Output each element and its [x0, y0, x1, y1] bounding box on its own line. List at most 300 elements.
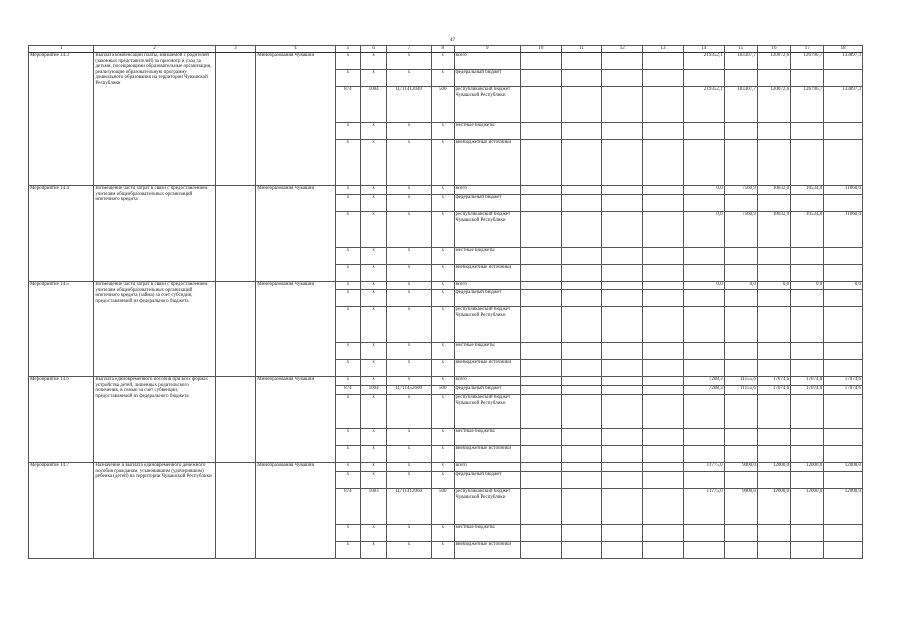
amount-cell: 11155,6 [724, 386, 757, 395]
measure-name: Мероприятие 14.7 [29, 463, 94, 559]
amount-cell [824, 140, 863, 186]
column-number: 7 [387, 46, 432, 53]
amount-cell: 10032,0 [757, 212, 790, 248]
column-number: 9 [454, 46, 520, 53]
budget-code-cell: x [387, 70, 432, 87]
empty-cell [602, 446, 643, 463]
funding-source: местные бюджеты [454, 248, 520, 265]
empty-cell [602, 195, 643, 212]
amount-cell [757, 140, 790, 186]
empty-cell [520, 195, 561, 212]
budget-code-cell: 874 [335, 87, 361, 123]
amount-cell [824, 525, 863, 542]
empty-cell [602, 70, 643, 87]
amount-cell [683, 248, 724, 265]
table-row [29, 53, 863, 70]
budget-code-cell: x [361, 429, 387, 446]
budget-code-cell: x [361, 123, 387, 140]
empty-cell [602, 463, 643, 472]
amount-cell [683, 70, 724, 87]
funding-source: республиканский бюджет Чувашской Республики [454, 395, 520, 429]
amount-cell: 120072,6 [757, 87, 790, 123]
empty-cell [561, 343, 602, 360]
budget-code-cell: Ц711452600 [387, 386, 432, 395]
budget-code-cell: x [335, 343, 361, 360]
amount-cell [757, 195, 790, 212]
empty-cell [643, 140, 684, 186]
budget-code-cell: x [361, 248, 387, 265]
funding-source: всего [454, 463, 520, 472]
empty-cell [561, 542, 602, 559]
executor: Минобразования Чувашии [256, 53, 335, 186]
empty-cell [561, 429, 602, 446]
empty-cell [561, 307, 602, 343]
funding-source: внебюджетные источники [454, 542, 520, 559]
budget-code-cell: x [335, 542, 361, 559]
amount-cell: 17074,6 [824, 377, 863, 386]
amount-cell: 10534,0 [791, 212, 824, 248]
measure-name: Мероприятие 14.4 [29, 186, 94, 282]
amount-cell: 17074,6 [757, 377, 790, 386]
column-number: 17 [791, 46, 824, 53]
budget-code-cell: x [432, 307, 455, 343]
budget-code-cell: x [387, 377, 432, 386]
empty-cell [561, 395, 602, 429]
amount-cell [791, 360, 824, 377]
column-number: 8 [432, 46, 455, 53]
measure-description: Выплата единовременного пособия при всех формах устройства детей, лишенных родительского попечения, в семью за счет субвенции, предоставляемой из федерального бюджета [94, 377, 215, 463]
budget-code-cell: x [432, 446, 455, 463]
amount-cell: 17074,6 [791, 377, 824, 386]
amount-cell [824, 542, 863, 559]
empty-cell [520, 307, 561, 343]
funding-source: местные бюджеты [454, 525, 520, 542]
empty-cell [561, 463, 602, 472]
amount-cell [683, 307, 724, 343]
amount-cell [791, 140, 824, 186]
empty-cell [602, 53, 643, 70]
empty-cell [520, 123, 561, 140]
empty-cell [602, 542, 643, 559]
empty-cell [602, 123, 643, 140]
column-number: 4 [256, 46, 335, 53]
budget-code-cell: x [432, 429, 455, 446]
budget-code-cell: x [387, 212, 432, 248]
empty-cell [643, 395, 684, 429]
empty-cell [520, 87, 561, 123]
table-row [29, 377, 863, 386]
amount-cell [824, 472, 863, 489]
amount-cell [824, 429, 863, 446]
measure-description: Возмещение части затрат в связи с предоставлением учителям общеобразовательных организаций ипотечного кредита [94, 186, 215, 282]
amount-cell: 11775,0 [683, 489, 724, 525]
funding-source: всего [454, 377, 520, 386]
column-number: 15 [724, 46, 757, 53]
amount-cell: 10534,0 [791, 186, 824, 195]
amount-cell [724, 395, 757, 429]
amount-cell [757, 472, 790, 489]
budget-code-cell: x [361, 265, 387, 282]
amount-cell [683, 195, 724, 212]
executor: Минобразования Чувашии [256, 282, 335, 377]
column-number: 1 [29, 46, 94, 53]
empty-cell [643, 489, 684, 525]
amount-cell: 9000,0 [724, 463, 757, 472]
empty-cell [602, 386, 643, 395]
column-number: 5 [335, 46, 361, 53]
empty-cell [602, 377, 643, 386]
amount-cell [757, 360, 790, 377]
empty-cell [561, 123, 602, 140]
budget-code-cell: x [432, 140, 455, 186]
amount-cell: 0,0 [683, 282, 724, 290]
budget-code-cell: x [387, 395, 432, 429]
amount-cell [824, 195, 863, 212]
budget-code-cell: x [361, 472, 387, 489]
amount-cell [683, 429, 724, 446]
empty-cell [520, 429, 561, 446]
budget-code-cell: x [432, 282, 455, 290]
amount-cell: 7208,3 [683, 386, 724, 395]
budget-code-cell: x [387, 525, 432, 542]
budget-code-cell: 500 [432, 87, 455, 123]
funding-source: республиканский бюджет Чувашской Республики [454, 489, 520, 525]
amount-cell [757, 307, 790, 343]
empty-cell [643, 360, 684, 377]
empty-cell [561, 195, 602, 212]
column-number: 6 [361, 46, 387, 53]
column-number: 18 [824, 46, 863, 53]
empty-cell [643, 195, 684, 212]
budget-code-cell: x [361, 525, 387, 542]
empty-cell [643, 265, 684, 282]
budget-code-cell: x [335, 282, 361, 290]
empty-cell [643, 53, 684, 70]
amount-cell [757, 290, 790, 307]
budget-code-cell: x [361, 446, 387, 463]
amount-cell: 0,0 [724, 282, 757, 290]
empty-cell [602, 525, 643, 542]
empty-cell [602, 489, 643, 525]
budget-code-cell: x [432, 123, 455, 140]
table-row [29, 463, 863, 472]
empty-cell [561, 446, 602, 463]
empty-cell [561, 53, 602, 70]
amount-cell [683, 123, 724, 140]
empty-cell [561, 248, 602, 265]
empty-cell [520, 489, 561, 525]
amount-cell: 12000,0 [757, 463, 790, 472]
amount-cell [724, 195, 757, 212]
empty-cell [602, 282, 643, 290]
executor: Минобразования Чувашии [256, 186, 335, 282]
amount-cell [791, 265, 824, 282]
amount-cell [824, 395, 863, 429]
budget-code-cell: x [361, 282, 387, 290]
budget-code-cell: x [387, 140, 432, 186]
amount-cell: 126796,7 [791, 53, 824, 70]
funding-source: федеральный бюджет [454, 386, 520, 395]
empty-cell [602, 429, 643, 446]
budget-code-cell: x [387, 282, 432, 290]
empty-cell [561, 290, 602, 307]
amount-cell [824, 446, 863, 463]
empty-cell [520, 525, 561, 542]
amount-cell: 0,0 [683, 212, 724, 248]
empty-cell [643, 463, 684, 472]
empty-cell [561, 360, 602, 377]
amount-cell: 17074,6 [824, 386, 863, 395]
amount-cell [757, 429, 790, 446]
amount-cell: 12000,0 [791, 489, 824, 525]
amount-cell: 0,0 [757, 282, 790, 290]
amount-cell: 7560,9 [724, 186, 757, 195]
empty-cell [643, 386, 684, 395]
amount-cell [724, 429, 757, 446]
budget-code-cell: x [387, 53, 432, 70]
budget-code-cell: x [387, 343, 432, 360]
empty-cell [561, 472, 602, 489]
budget-code-cell: x [361, 343, 387, 360]
amount-cell [757, 542, 790, 559]
budget-code-cell: Ц711412040 [387, 87, 432, 123]
empty-cell [520, 377, 561, 386]
measure-description: Выплата компенсации платы, взимаемой с родителей (законных представителей) за присмотр и уход за детьми, посещающими образовательные организации, реализующие образовательную программу дошкольного образования на территории Чувашской Республики [94, 53, 215, 186]
budget-code-cell: x [432, 53, 455, 70]
empty-cell [643, 429, 684, 446]
amount-cell [724, 70, 757, 87]
amount-cell: 183307,7 [724, 87, 757, 123]
amount-cell [791, 290, 824, 307]
amount-cell [824, 248, 863, 265]
amount-cell [791, 307, 824, 343]
empty-cell [561, 386, 602, 395]
amount-cell [683, 140, 724, 186]
measure-description: Возмещение части затрат в связи с предоставлением учителям общеобразовательных организаций ипотечного кредита (займа) за счет субсидии, предоставляемой из федерального бюджета [94, 282, 215, 377]
empty-cell [643, 70, 684, 87]
empty-cell [561, 525, 602, 542]
empty-cell [602, 307, 643, 343]
empty-cell [520, 212, 561, 248]
page-number: 47 [450, 38, 455, 43]
funding-source: федеральный бюджет [454, 290, 520, 307]
column-number: 10 [520, 46, 561, 53]
funding-source: всего [454, 282, 520, 290]
amount-cell [791, 70, 824, 87]
amount-cell [824, 123, 863, 140]
column-number: 12 [602, 46, 643, 53]
funding-source: федеральный бюджет [454, 195, 520, 212]
empty-cell [520, 343, 561, 360]
budget-code-cell: x [335, 140, 361, 186]
budget-code-cell: x [361, 463, 387, 472]
amount-cell: 219352,1 [683, 53, 724, 70]
budget-code-cell: x [432, 525, 455, 542]
budget-code-cell: x [335, 53, 361, 70]
budget-code-cell: x [361, 395, 387, 429]
budget-code-cell: x [335, 429, 361, 446]
amount-cell [791, 525, 824, 542]
amount-cell: 12000,0 [791, 463, 824, 472]
budget-code-cell: x [335, 463, 361, 472]
empty-cell [561, 489, 602, 525]
amount-cell [724, 248, 757, 265]
empty-cell [520, 446, 561, 463]
empty-cell [520, 282, 561, 290]
amount-cell [757, 525, 790, 542]
budget-code-cell: 874 [335, 489, 361, 525]
empty-cell [215, 377, 256, 463]
empty-cell [520, 70, 561, 87]
empty-cell [561, 282, 602, 290]
amount-cell: 0,0 [791, 282, 824, 290]
empty-cell [215, 53, 256, 186]
empty-cell [520, 140, 561, 186]
table-row [29, 282, 863, 290]
amount-cell [724, 446, 757, 463]
funding-source: внебюджетные источники [454, 360, 520, 377]
budget-code-cell: x [361, 53, 387, 70]
amount-cell [724, 542, 757, 559]
empty-cell [520, 360, 561, 377]
budget-code-cell: x [387, 265, 432, 282]
column-number-row [29, 46, 863, 53]
executor: Минобразования Чувашии [256, 377, 335, 463]
measure-description: Назначение и выплата единовременного денежного пособия гражданам, усыновившим (удочерившим) ребенка (детей) на территории Чувашской Республики [94, 463, 215, 559]
budget-code-cell: x [361, 70, 387, 87]
funding-source: республиканский бюджет Чувашской Республики [454, 212, 520, 248]
amount-cell [724, 360, 757, 377]
budget-code-cell: x [432, 195, 455, 212]
funding-source: республиканский бюджет Чувашской Республики [454, 87, 520, 123]
amount-cell: 11060,0 [824, 186, 863, 195]
budget-code-cell: x [335, 472, 361, 489]
amount-cell: 17074,6 [757, 386, 790, 395]
empty-cell [520, 53, 561, 70]
empty-cell [561, 140, 602, 186]
amount-cell [824, 343, 863, 360]
empty-cell [602, 343, 643, 360]
budget-code-cell: Ц711412060 [387, 489, 432, 525]
funding-source: местные бюджеты [454, 429, 520, 446]
budget-code-cell: 500 [432, 489, 455, 525]
amount-cell [683, 472, 724, 489]
budget-code-cell: x [335, 70, 361, 87]
amount-cell [791, 429, 824, 446]
funding-source: местные бюджеты [454, 123, 520, 140]
amount-cell [683, 395, 724, 429]
amount-cell: 219352,1 [683, 87, 724, 123]
empty-cell [520, 542, 561, 559]
column-number: 11 [561, 46, 602, 53]
budget-code-cell: 1004 [361, 386, 387, 395]
empty-cell [602, 265, 643, 282]
amount-cell [824, 360, 863, 377]
amount-cell [724, 525, 757, 542]
amount-cell [757, 446, 790, 463]
column-number: 2 [94, 46, 215, 53]
budget-code-cell: x [335, 446, 361, 463]
empty-cell [643, 542, 684, 559]
amount-cell [724, 265, 757, 282]
amount-cell: 183307,7 [724, 53, 757, 70]
empty-cell [602, 186, 643, 195]
amount-cell [757, 265, 790, 282]
funding-source: местные бюджеты [454, 343, 520, 360]
column-number: 13 [643, 46, 684, 53]
budget-code-cell: 1003 [361, 489, 387, 525]
amount-cell: 17074,6 [791, 386, 824, 395]
budget-code-cell: x [432, 360, 455, 377]
table-row [29, 186, 863, 195]
empty-cell [643, 307, 684, 343]
empty-cell [215, 186, 256, 282]
amount-cell: 12000,0 [757, 489, 790, 525]
measure-name: Мероприятие 14.5 [29, 282, 94, 377]
empty-cell [602, 212, 643, 248]
funding-source: всего [454, 186, 520, 195]
measure-name: Мероприятие 14.3 [29, 53, 94, 186]
amount-cell [724, 123, 757, 140]
amount-cell [791, 542, 824, 559]
empty-cell [561, 70, 602, 87]
amount-cell [791, 446, 824, 463]
budget-code-cell: x [387, 248, 432, 265]
amount-cell: 11155,6 [724, 377, 757, 386]
column-number: 3 [215, 46, 256, 53]
budget-code-cell: x [361, 212, 387, 248]
budget-code-cell: x [335, 395, 361, 429]
budget-code-cell: x [335, 186, 361, 195]
amount-cell [824, 307, 863, 343]
empty-cell [602, 472, 643, 489]
budget-code-cell: x [387, 186, 432, 195]
amount-cell [824, 265, 863, 282]
amount-cell: 7208,3 [683, 377, 724, 386]
empty-cell [561, 186, 602, 195]
budget-code-cell: x [361, 377, 387, 386]
program-table [28, 45, 863, 559]
empty-cell [643, 123, 684, 140]
budget-code-cell: x [432, 186, 455, 195]
amount-cell: 9000,0 [724, 489, 757, 525]
budget-code-cell: x [387, 290, 432, 307]
empty-cell [215, 463, 256, 559]
amount-cell [757, 395, 790, 429]
empty-cell [643, 446, 684, 463]
amount-cell [791, 248, 824, 265]
amount-cell [824, 70, 863, 87]
amount-cell [724, 472, 757, 489]
empty-cell [643, 282, 684, 290]
budget-code-cell: x [335, 212, 361, 248]
amount-cell: 0,0 [683, 186, 724, 195]
empty-cell [520, 248, 561, 265]
empty-cell [602, 248, 643, 265]
amount-cell [683, 525, 724, 542]
amount-cell [724, 343, 757, 360]
budget-code-cell: x [335, 307, 361, 343]
budget-code-cell: x [432, 463, 455, 472]
amount-cell [757, 343, 790, 360]
empty-cell [561, 212, 602, 248]
amount-cell: 11060,0 [824, 212, 863, 248]
amount-cell [724, 307, 757, 343]
empty-cell [561, 87, 602, 123]
amount-cell [683, 343, 724, 360]
budget-code-cell: x [361, 307, 387, 343]
budget-code-cell: x [335, 123, 361, 140]
